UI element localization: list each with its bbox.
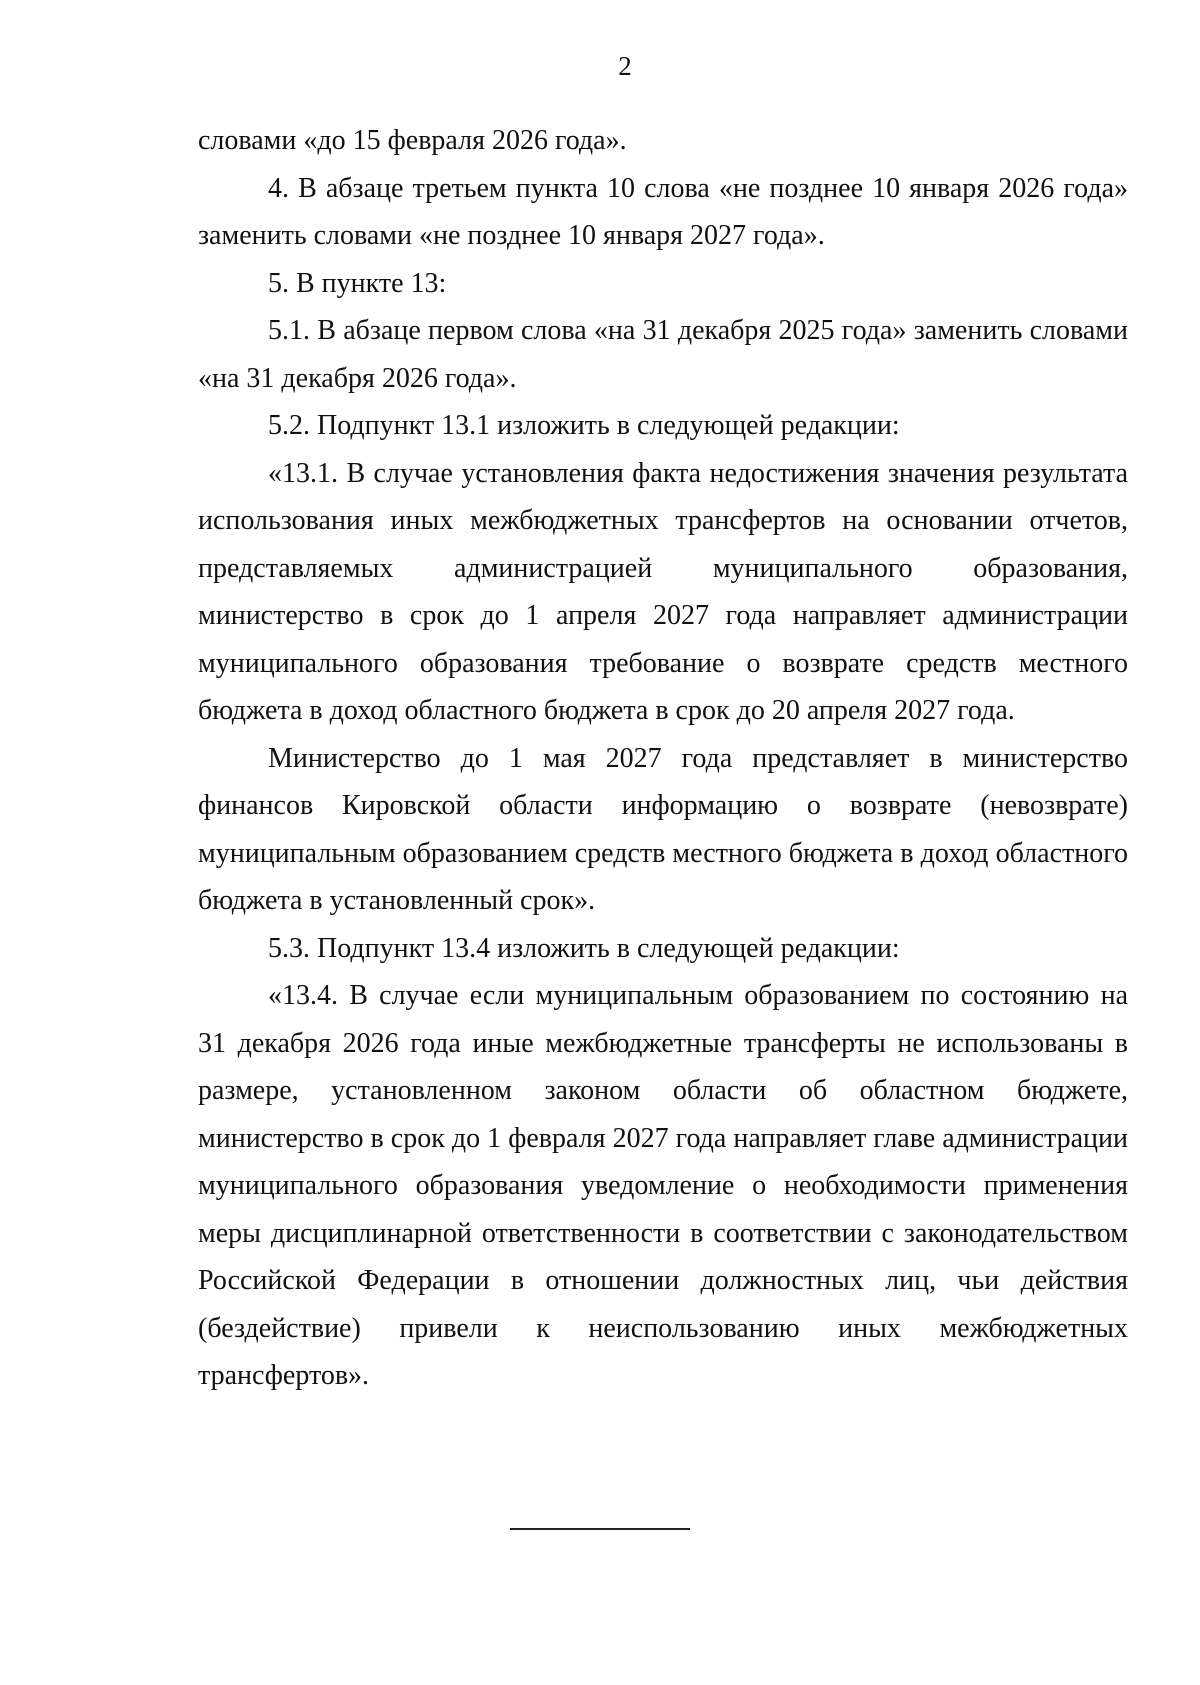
- paragraph-item-4: 4. В абзаце третьем пункта 10 слова «не позднее 10 января 2026 года» заменить словами «не позднее 10 января 2027 года».: [198, 172, 1128, 251]
- paragraph-item-5-2: 5.2. Подпункт 13.1 изложить в следующей редакции:: [268, 410, 900, 441]
- paragraph-quote-13-1: «13.1. В случае установления факта недостижения значения результата использования иных межбюджетных трансфертов на основании отчетов, представляемых администрацией муниципального образования, министерство в срок до 1 апреля 2027 года направляет администрации муниципального образования требование о возврате средств местного бюджета в доход областного бюджета в срок до 20 апреля 2027 года.: [198, 457, 1128, 726]
- paragraph-ministry-report: Министерство до 1 мая 2027 года представляет в министерство финансов Кировской области информацию о возврате (невозврате) муниципальным образованием средств местного бюджета в доход областного бюджета в установленный срок».: [198, 742, 1128, 916]
- end-of-document-divider: [510, 1528, 690, 1530]
- document-body: [198, 117, 1128, 1400]
- paragraph-item-5: 5. В пункте 13:: [268, 267, 447, 299]
- paragraph-quote-13-4: «13.4. В случае если муниципальным образованием по состоянию на 31 декабря 2026 года иные межбюджетные трансферты не использованы в размере, установленном законом области об областном бюджете, министерство в срок до 1 февраля 2027 года направляет главе администрации муниципального образования уведомление о необходимости применения меры дисциплинарной ответственности в соответствии с законодательством Российской Федерации в отношении должностных лиц, чьи действия (бездействие) привели к неиспользованию иных межбюджетных трансфертов».: [198, 980, 1128, 1391]
- paragraph-item-5-1: 5.1. В абзаце первом слова «на 31 декабря 2025 года» заменить словами «на 31 декабря 2026 года».: [198, 315, 1128, 394]
- paragraph-continuation: словами «до 15 февраля 2026 года».: [198, 125, 627, 156]
- page-number: 2: [618, 51, 632, 81]
- paragraph-item-5-3: 5.3. Подпункт 13.4 изложить в следующей редакции:: [268, 932, 900, 964]
